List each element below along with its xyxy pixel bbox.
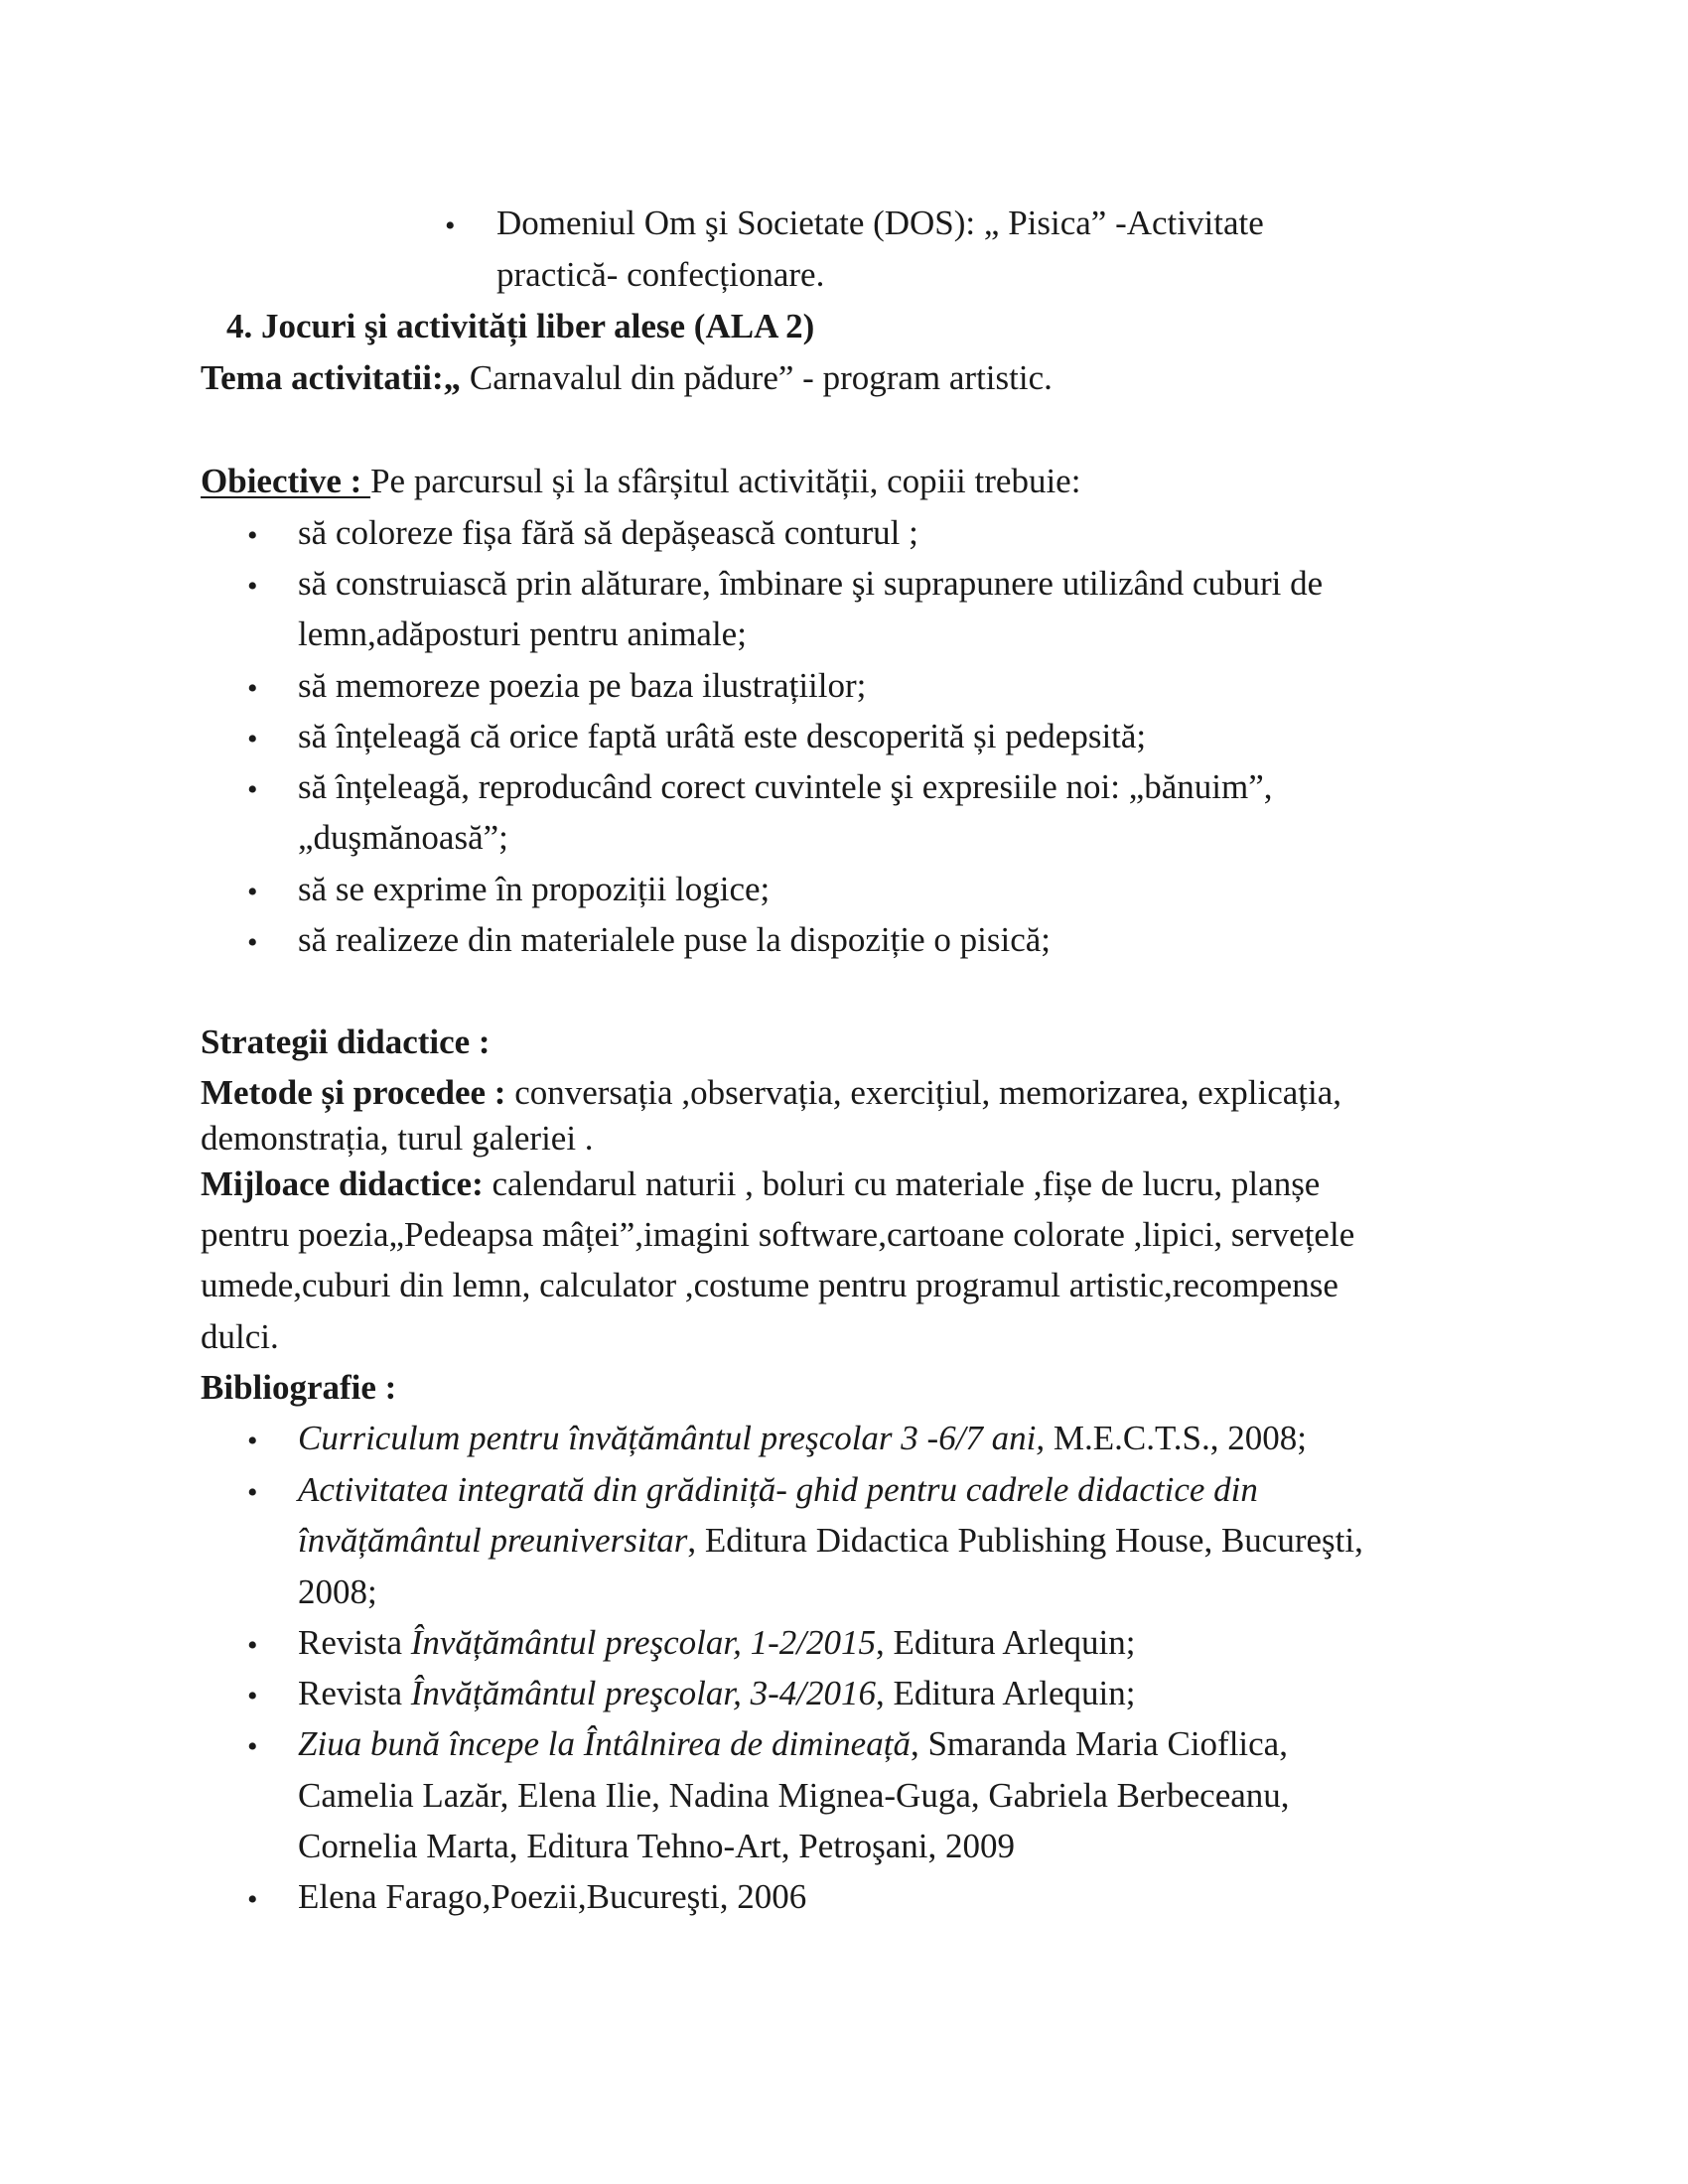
book-details: , Editura Arlequin; bbox=[875, 1623, 1136, 1662]
strategies-heading: Strategii didactice : bbox=[201, 1023, 491, 1061]
bullet-icon: • bbox=[247, 672, 258, 705]
bibliography-item bbox=[298, 1421, 1307, 1455]
book-details: M.E.C.T.S., 2008; bbox=[1045, 1419, 1307, 1457]
objective-item: să înțeleagă că orice faptă urâtă este descoperită și pedepsită; bbox=[298, 717, 1147, 755]
bullet-icon: • bbox=[247, 1730, 258, 1763]
bullet-icon: • bbox=[247, 723, 258, 755]
means-line3: umede,cuburi din lemn, calculator ,costume pentru programul artistic,recompense bbox=[201, 1266, 1338, 1304]
bibliography-item bbox=[298, 1726, 1288, 1761]
bullet-icon: • bbox=[247, 1629, 258, 1662]
bullet-icon: • bbox=[247, 1425, 258, 1457]
bibliography-item: Activitatea integrată din grădiniță- ghid pentru cadrele didactice din bbox=[298, 1470, 1258, 1509]
book-details: , Editura Didactica Publishing House, Bucureşti, bbox=[687, 1521, 1363, 1560]
bibliography-item bbox=[298, 1625, 1135, 1660]
book-title: Învățământul preşcolar, 3-4/2016 bbox=[410, 1674, 876, 1712]
bibliography-item-cont: Cornelia Marta, Editura Tehno-Art, Petroşani, 2009 bbox=[298, 1827, 1016, 1865]
methods-line1 bbox=[201, 1075, 1341, 1110]
objective-item: să memoreze poezia pe baza ilustrațiilor; bbox=[298, 666, 867, 705]
theme-label: Tema activitatii:„ bbox=[201, 358, 462, 397]
bullet-icon: • bbox=[247, 519, 258, 552]
means-label: Mijloace didactice: bbox=[201, 1164, 484, 1203]
bullet-icon: • bbox=[247, 570, 258, 603]
means-line2: pentru poezia„Pedeapsa mâței”,imagini software,cartoane colorate ,lipici, servețele bbox=[201, 1215, 1355, 1254]
bullet-icon: • bbox=[247, 1883, 258, 1916]
objective-item-cont: „duşmănoasă”; bbox=[298, 818, 508, 857]
bibliography-item-cont: Camelia Lazăr, Elena Ilie, Nadina Mignea-Guga, Gabriela Berbeceanu, bbox=[298, 1776, 1290, 1815]
bibliography-item: Elena Farago,Poezii,Bucureşti, 2006 bbox=[298, 1877, 807, 1916]
bullet-icon: • bbox=[445, 209, 456, 242]
theme-text: Carnavalul din pădure” - program artistic. bbox=[461, 358, 1053, 397]
means-line1 bbox=[201, 1166, 1320, 1201]
book-prefix: Revista bbox=[298, 1623, 411, 1662]
bullet-icon: • bbox=[247, 926, 258, 959]
bibliography-item-cont: 2008; bbox=[298, 1572, 377, 1611]
methods-text: conversația ,observația, exercițiul, memorizarea, explicația, bbox=[505, 1073, 1341, 1112]
section4-theme bbox=[201, 360, 1053, 395]
objective-item: să realizeze din materialele puse la dispoziție o pisică; bbox=[298, 920, 1052, 959]
book-title: învățământul preuniversitar bbox=[298, 1521, 688, 1560]
book-title: Învățământul preşcolar, 1-2/2015 bbox=[410, 1623, 876, 1662]
objectives-intro-line bbox=[201, 464, 1080, 498]
objectives-intro: Pe parcursul și la sfârșitul activității, copiii trebuie: bbox=[370, 462, 1081, 500]
bullet-icon: • bbox=[247, 773, 258, 806]
objectives-label: Obiective : bbox=[201, 462, 371, 500]
bibliography-heading: Bibliografie : bbox=[201, 1368, 397, 1407]
top-item-line1: Domeniul Om şi Societate (DOS): „ Pisica” -Activitate bbox=[496, 204, 1264, 242]
bullet-icon: • bbox=[247, 876, 258, 908]
means-text: calendarul naturii , boluri cu materiale ,fișe de lucru, planșe bbox=[483, 1164, 1321, 1203]
section4-heading: 4. Jocuri şi activități liber alese (ALA 2) bbox=[226, 307, 815, 345]
objective-item: să se exprime în propoziții logice; bbox=[298, 870, 771, 908]
book-title: Curriculum pentru învățământul preşcolar 3 -6/7 ani, bbox=[298, 1419, 1046, 1457]
book-title: Ziua bună începe la Întâlnirea de dimineață bbox=[298, 1724, 911, 1763]
bullet-icon: • bbox=[247, 1680, 258, 1712]
methods-line2: demonstrația, turul galeriei . bbox=[201, 1119, 594, 1158]
bibliography-item-cont bbox=[298, 1523, 1363, 1558]
bibliography-item bbox=[298, 1676, 1135, 1710]
book-prefix: Revista bbox=[298, 1674, 411, 1712]
methods-label: Metode și procedee : bbox=[201, 1073, 506, 1112]
book-details: , Smaranda Maria Cioflica, bbox=[910, 1724, 1288, 1763]
means-line4: dulci. bbox=[201, 1317, 279, 1356]
top-item-line2: practică- confecționare. bbox=[496, 255, 825, 294]
objective-item: să construiască prin alăturare, îmbinare şi suprapunere utilizând cuburi de bbox=[298, 564, 1324, 603]
objective-item-cont: lemn,adăposturi pentru animale; bbox=[298, 614, 747, 653]
book-details: , Editura Arlequin; bbox=[875, 1674, 1136, 1712]
objective-item: să înțeleagă, reproducând corect cuvintele şi expresiile noi: „bănuim”, bbox=[298, 767, 1273, 806]
objective-item: să coloreze fișa fără să depășească conturul ; bbox=[298, 513, 918, 552]
bullet-icon: • bbox=[247, 1476, 258, 1509]
